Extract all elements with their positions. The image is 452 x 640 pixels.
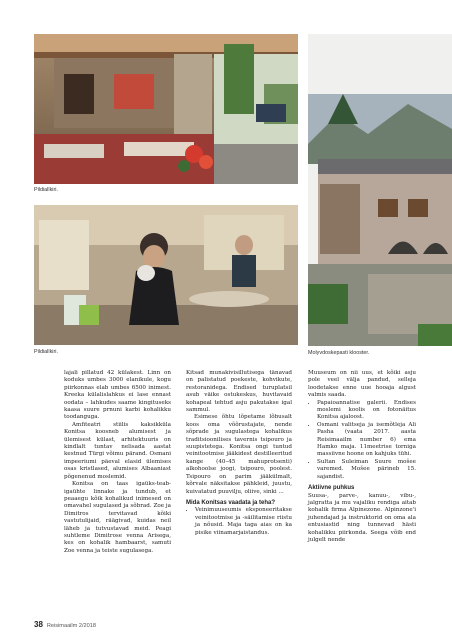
col3-paragraph-1: Muuseum on nii uus, et kõiki asju pole veel välja pandud, selleja loodetakse enne uue hooaja algust valmis saada. bbox=[308, 370, 416, 399]
col3-bullet-1: • Papaioannatise galerii. Endises moslemi koolis on fotonäitus Konitsa ajaloost. bbox=[317, 400, 416, 422]
photo3-caption: Molyvdoskepasti klooster. bbox=[308, 350, 370, 356]
col1-paragraph-3: Konitsa on taas igaüks-teab-igaühte linnake ja tundub, et peaaegu kõik kohalikud inimesed on omavahel sugulased ja sõbrad. Zoe ja Dimitros tervitavad kõiki vastutulijaid, räägivad, kuidas neil läheb ja tutvustavad meid. Peagi suhtleme Dimitrose venna Arisega, kes on kohalik hambaarst, samuti Zoe venna ja teiste sugulasega. bbox=[64, 481, 171, 554]
col1-paragraph-2: Amfiteatri stiilis kaksikküla Konitsa koosneb alumisest ja ülemisest külast, arhitektuuris on kindlalt tuntav nelisada aastat kestnud Türgi võimu pärand. Osmani impeeriumi päeval elasid ülemises osas kristlased, alumises Albaaniast põgenenud moslemid. bbox=[64, 421, 171, 480]
col2-bullet-1: • Veinimuuseumis eksponeeritakse veinitootmise ja -säilitamise riistu ja nõusid. Maja taga aias on ka pisike viinamarjaistandus. bbox=[195, 507, 292, 537]
photo2-caption: Pildiallkiri. bbox=[34, 349, 58, 355]
photo-monastery bbox=[308, 34, 452, 346]
col2-bullet-list bbox=[186, 507, 292, 537]
col3-bullet-3: • Sultan Suleiman Suure mošee varemed. Mošee pärineb 15. sajandist. bbox=[317, 459, 416, 481]
col2-paragraph-1: Kitsad munakivisillutisega tänavad on palistatud poekeste, kohvikute, restoranidega. Endised turuplatsil asub väike ostukeskus, huvitavaid kohapeal tehtud asju pakutakse igal sammul. bbox=[186, 370, 292, 414]
col2-paragraph-2: Esimese õhtu lõpetame lõbusalt koos oma võõrustajate, nende sõprade ja sugulastega kohalikus traditsioonilises tavernis tsipouro ja suupistetega. Konitsa ongi tuntud veinitootmise jääkidest destilleeritud kange (40–45 mahuprotsenti) alkohoolse joogi, tsipouro, poolest. Tsipouro on parim jääkülmalt, kõrvale näksitakse pähkleid, juustu, kuivatatud puuvilju, oliive, sinki ... bbox=[186, 414, 292, 495]
cafe-interior-image bbox=[34, 205, 298, 345]
col1-paragraph-1: lajali pillatud 42 külakest. Linn on koduks umbes 3000 elanikule, kogu piirkonnas elab umbes 6500 inimest. Kreeka külalislahkus ei lase ennast oodata – lahkudes saame kingituseks kaasa suure prnuni karbi kohalikku toodanguga. bbox=[64, 370, 171, 421]
col2-heading: Mida Konitsas vaadata ja teha? bbox=[186, 499, 276, 506]
monastery-image bbox=[308, 34, 452, 346]
text-column-2 bbox=[186, 370, 292, 537]
text-column-3 bbox=[308, 370, 416, 544]
magazine-issue: Reisimaailm 2/2018 bbox=[46, 623, 96, 629]
col3-heading: Aktiivne puhkus bbox=[308, 485, 355, 492]
photo1-caption: Pildiallkiri. bbox=[34, 187, 58, 193]
text-column-1 bbox=[64, 370, 171, 555]
page-number: 38 bbox=[34, 620, 43, 629]
photo-taverna-terrace bbox=[34, 34, 298, 184]
page-footer bbox=[34, 620, 96, 629]
photo-cafe-interior bbox=[34, 205, 298, 345]
col3-bullet-2: • Osmani valitseja ja isemõtleja Ali Pasha (vaata 2017. aasta Reisimaailm number 6) ema Hamko maja. 11meetrise torniga massiivne hoone on kahjuks tühi. bbox=[317, 422, 416, 459]
col3-bullet-list bbox=[308, 400, 416, 481]
taverna-terrace-image bbox=[34, 34, 298, 184]
col3-paragraph-2: Suusa-, parve-, kanuu-, vibu-, jalgratta ja mu vajaliku rendiga aitab kohalik firma Alpinezone. Alpinzone'i juhendajad ja instruktorid on oma ala entusiastid ning tunnevad hästi kohalikku piirkonda. Seega võib end julgelt nende bbox=[308, 492, 416, 543]
